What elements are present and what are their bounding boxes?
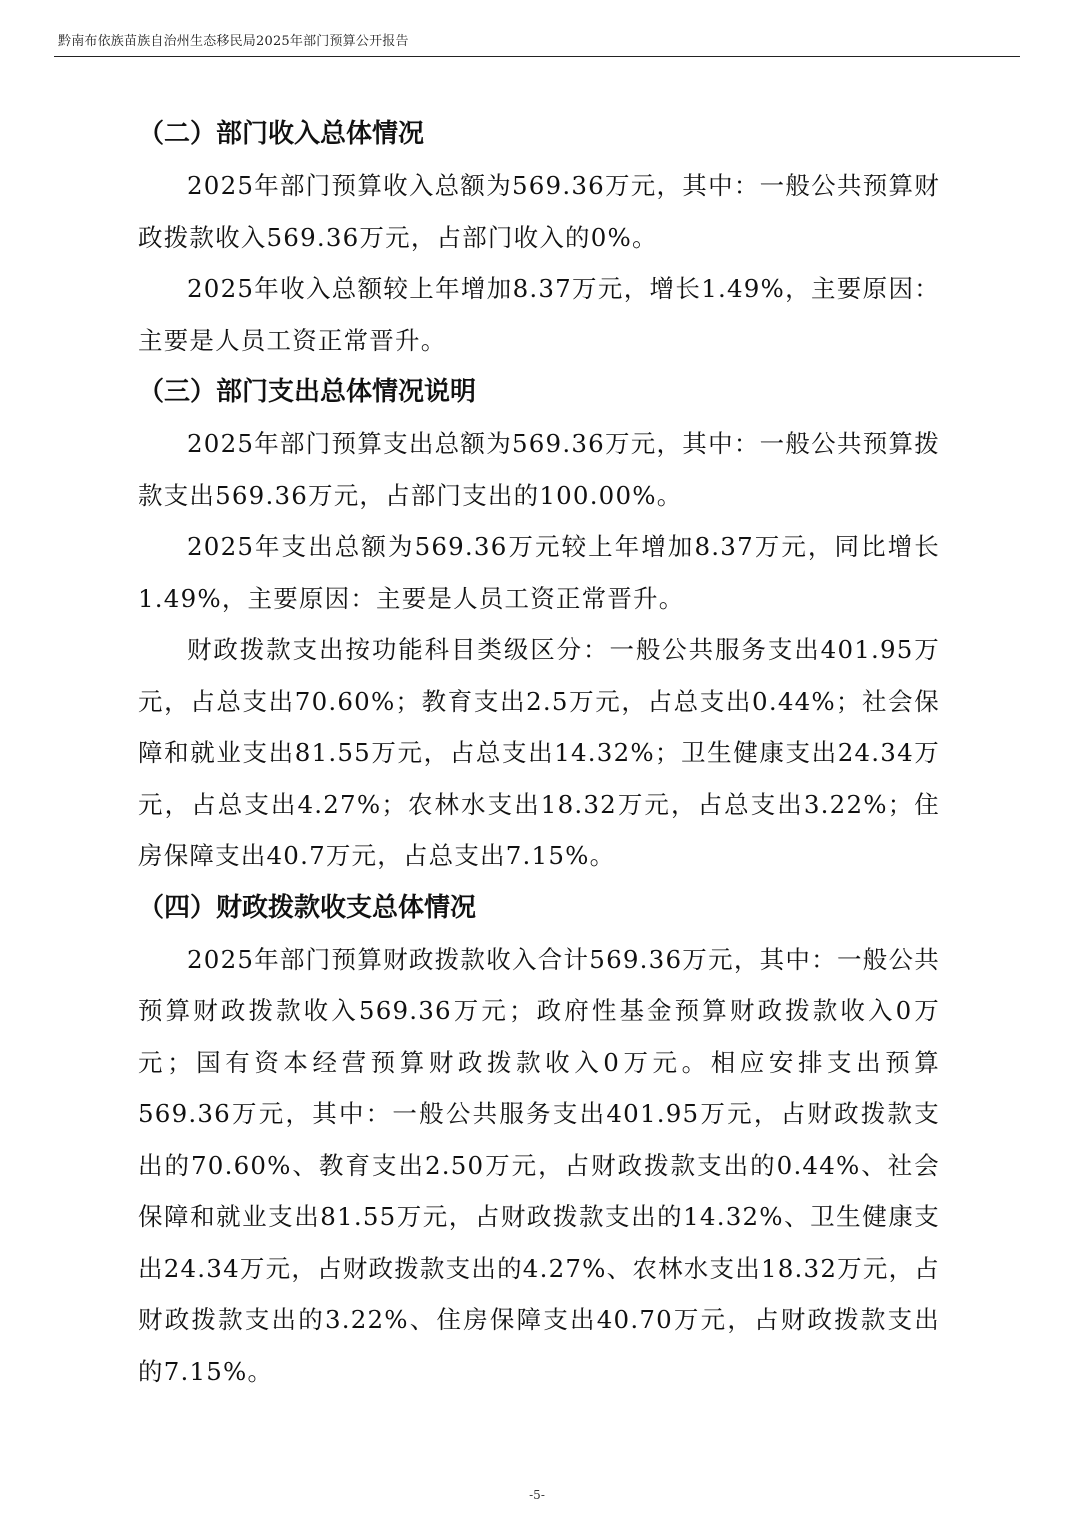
paragraph-income-total: 2025年部门预算收入总额为569.36万元，其中：一般公共预算财政拨款收入569.36万元，占部门收入的0%。 — [138, 171, 940, 252]
paragraph-expenditure-change: 2025年支出总额为569.36万元较上年增加8.37万元，同比增长1.49%，主要原因：主要是人员工资正常晋升。 — [138, 532, 940, 613]
page-number: -5- — [529, 1488, 545, 1502]
page-header — [54, 26, 1020, 57]
paragraph-expenditure-total: 2025年部门预算支出总额为569.36万元，其中：一般公共预算拨款支出569.36万元，占部门支出的100.00%。 — [138, 429, 940, 510]
header-title: 黔南布依族苗族自治州生态移民局2025年部门预算公开报告 — [58, 34, 409, 49]
paragraph-expenditure-by-function: 财政拨款支出按功能科目类级区分：一般公共服务支出401.95万元，占总支出70.60%；教育支出2.5万元，占总支出0.44%；社会保障和就业支出81.55万元，占总支出14.32%；卫生健康支出24.34万元，占总支出4.27%；农林水支出18.32万元，占总支出3.22%；住房保障支出40.7万元，占总支出7.15%。 — [138, 635, 940, 870]
section-heading-fiscal-appropriation: （四）财政拨款收支总体情况 — [138, 892, 477, 923]
paragraph-fiscal-appropriation: 2025年部门预算财政拨款收入合计569.36万元，其中：一般公共预算财政拨款收入569.36万元；政府性基金预算财政拨款收入0万元；国有资本经营预算财政拨款收入0万元。相应安排支出预算569.36万元，其中：一般公共服务支出401.95万元，占财政拨款支出的70.60%、教育支出2.50万元，占财政拨款支出的0.44%、社会保障和就业支出81.55万元，占财政拨款支出的14.32%、卫生健康支出24.34万元，占财政拨款支出的4.27%、农林水支出18.32万元，占财政拨款支出的3.22%、住房保障支出40.70万元，占财政拨款支出的7.15%。 — [138, 944, 940, 1386]
section-heading-expenditure: （三）部门支出总体情况说明 — [138, 377, 477, 407]
paragraph-income-change: 2025年收入总额较上年增加8.37万元，增长1.49%，主要原因：主要是人员工资正常晋升。 — [138, 274, 940, 355]
document-body — [138, 108, 940, 1397]
section-heading-income: （二）部门收入总体情况 — [138, 119, 425, 149]
